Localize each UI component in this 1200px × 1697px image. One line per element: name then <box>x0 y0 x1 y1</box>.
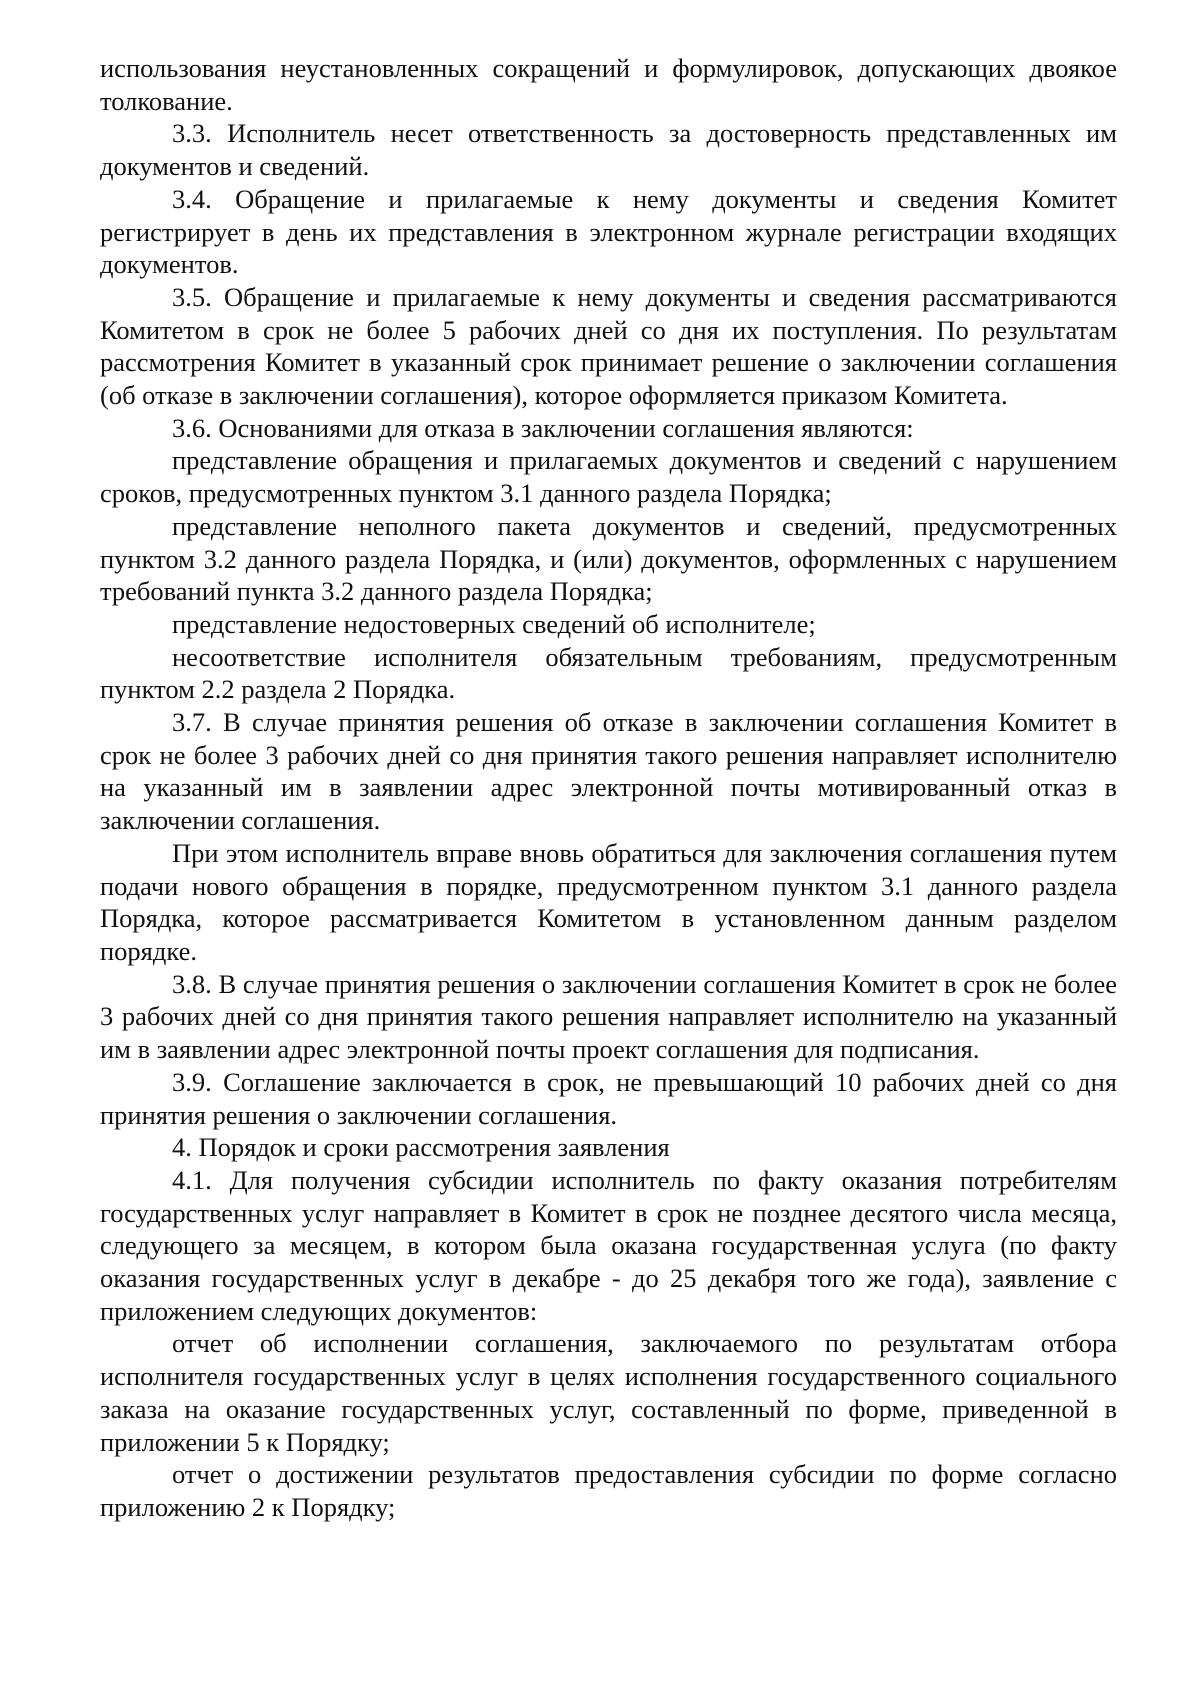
paragraph-3-6-item-2: представление неполного пакета документов и сведений, предусмотренных пунктом 3.2 данного раздела Порядка, и (или) документов, оформленных с нарушением требований пункта 3.2 данного раздела Порядка; <box>100 510 1117 607</box>
paragraph-4-1-item-2: отчет о достижении результатов предоставления субсидии по форме согласно приложению 2 к Порядку; <box>100 1459 1117 1522</box>
paragraph-3-6-item-3: представление недостоверных сведений об исполнителе; <box>172 608 816 639</box>
paragraph-3-8: 3.8. В случае принятия решения о заключении соглашения Комитет в срок не более 3 рабочих дней со дня принятия такого решения направляет исполнителю на указанный им в заявлении адрес электронной почты проект соглашения для подписания. <box>100 968 1117 1065</box>
paragraph-3-6-item-1: представление обращения и прилагаемых документов и сведений с нарушением сроков, предусмотренных пунктом 3.1 данного раздела Порядка; <box>100 445 1117 509</box>
paragraph-3-7: 3.7. В случае принятия решения об отказе в заключении соглашения Комитет в срок не более 3 рабочих дней со дня принятия такого решения направляет исполнителю на указанный им в заявлении адрес электронной почты мотивированный отказ в заключении соглашения. <box>100 707 1117 836</box>
paragraph-4-1-item-1: отчет об исполнении соглашения, заключаемого по результатам отбора исполнителя государственных услуг в целях исполнения государственного социального заказа на оказание государственных услуг, составленный по форме, приведенной в приложении 5 к Порядку; <box>100 1328 1117 1457</box>
document-page <box>100 52 1117 1524</box>
paragraph-continuation: использования неустановленных сокращений и формулировок, допускающих двоякое толкование. <box>100 53 1117 116</box>
paragraph-3-4: 3.4. Обращение и прилагаемые к нему документы и сведения Комитет регистрирует в день их представления в электронном журнале регистрации входящих документов. <box>100 183 1117 280</box>
paragraph-3-6-item-4: несоответствие исполнителя обязательным требованиям, предусмотренным пунктом 2.2 раздела 2 Порядка. <box>100 641 1117 705</box>
paragraph-3-9: 3.9. Соглашение заключается в срок, не превышающий 10 рабочих дней со дня принятия решения о заключении соглашения. <box>100 1066 1117 1130</box>
paragraph-3-7-note: При этом исполнитель вправе вновь обратиться для заключения соглашения путем подачи нового обращения в порядке, предусмотренном пунктом 3.1 данного раздела Порядка, которое рассматривается Комитетом в установленном данным разделом порядке. <box>100 837 1117 966</box>
paragraph-3-5: 3.5. Обращение и прилагаемые к нему документы и сведения рассматриваются Комитетом в срок не более 5 рабочих дней со дня их поступления. По результатам рассмотрения Комитет в указанный срок принимает решение о заключении соглашения (об отказе в заключении соглашения), которое оформляется приказом Комитета. <box>100 281 1117 411</box>
paragraph-3-3: 3.3. Исполнитель несет ответственность за достоверность представленных им документов и сведений. <box>100 118 1117 182</box>
paragraph-3-6: 3.6. Основаниями для отказа в заключении соглашения являются: <box>172 412 914 443</box>
section-4-heading: 4. Порядок и сроки рассмотрения заявления <box>172 1132 670 1163</box>
paragraph-4-1: 4.1. Для получения субсидии исполнитель по факту оказания потребителям государственных услуг направляет в Комитет в срок не позднее десятого числа месяца, следующего за месяцем, в котором была оказана государственная услуга (по факту оказания государственных услуг в декабре - до 25 декабря того же года), заявление с приложением следующих документов: <box>100 1164 1117 1326</box>
